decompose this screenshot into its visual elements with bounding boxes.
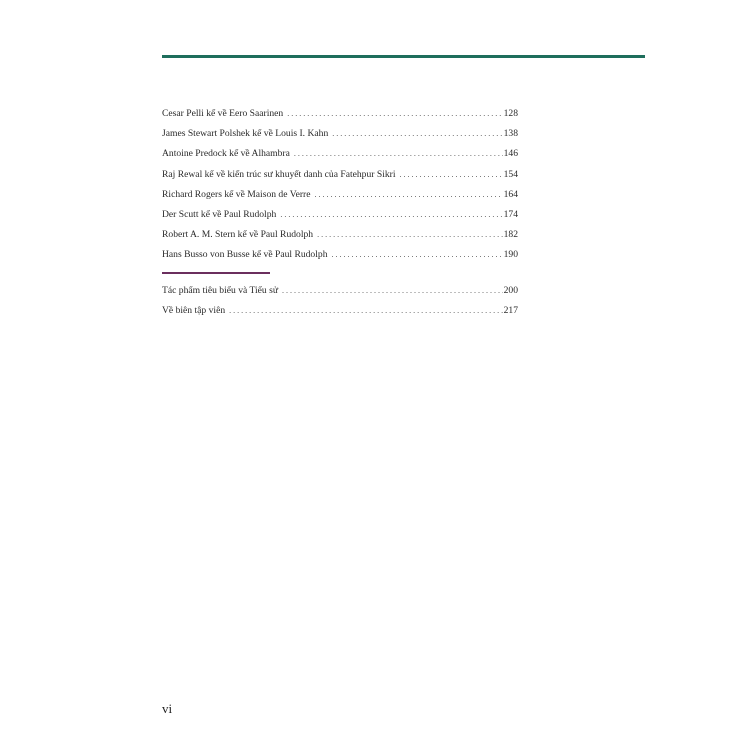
toc-entry-page: 200 <box>503 285 518 296</box>
toc-entry <box>162 301 518 321</box>
section-divider <box>162 272 270 274</box>
toc-entry-title: Antoine Predock kể về Alhambra <box>162 148 290 160</box>
toc-entry-page: 154 <box>503 168 518 180</box>
dot-leader <box>314 185 502 205</box>
page-number: vi <box>162 701 173 716</box>
table-of-contents-main <box>162 104 518 266</box>
toc-entry <box>162 165 518 185</box>
toc-entry-page: 174 <box>503 208 518 220</box>
toc-entry-title: Der Scutt kể về Paul Rudolph <box>162 208 277 220</box>
dot-leader <box>400 165 503 185</box>
dot-leader <box>294 144 503 164</box>
toc-entry-title: Cesar Pelli kể về Eero Saarinen <box>162 108 284 119</box>
toc-entry-page: 164 <box>503 188 518 200</box>
toc-entry <box>162 225 518 245</box>
toc-entry <box>162 245 518 265</box>
toc-entry-title: James Stewart Polshek kể về Louis I. Kahn <box>162 128 329 140</box>
toc-entry <box>162 281 518 301</box>
toc-entry-page: 190 <box>503 249 518 261</box>
toc-entry-page: 217 <box>503 305 518 317</box>
toc-entry-title: Richard Rogers kể về Maison de Verre <box>162 188 311 200</box>
toc-entry <box>162 144 518 164</box>
toc-entry <box>162 124 518 144</box>
toc-entry <box>162 104 518 124</box>
dot-leader <box>229 301 502 321</box>
dot-leader <box>287 104 502 124</box>
toc-entry <box>162 205 518 225</box>
table-of-contents-back-matter <box>162 281 518 321</box>
toc-entry-page: 138 <box>503 128 518 140</box>
header-rule <box>162 55 645 58</box>
toc-entry-title: Robert A. M. Stern kể về Paul Rudolph <box>162 229 314 241</box>
toc-entry-title: Hans Busso von Busse kể về Paul Rudolph <box>162 249 328 261</box>
toc-entry-title: Về biên tập viên <box>162 305 226 317</box>
toc-entry-page: 182 <box>503 229 518 241</box>
dot-leader <box>280 205 502 225</box>
dot-leader <box>332 124 502 144</box>
toc-entry-page: 146 <box>503 148 518 160</box>
toc-entry-title: Tác phẩm tiêu biểu và Tiểu sử <box>162 285 279 296</box>
toc-entry-page: 128 <box>503 108 518 119</box>
toc-entry <box>162 185 518 205</box>
dot-leader <box>317 225 503 245</box>
dot-leader <box>282 281 503 301</box>
toc-entry-title: Raj Rewal kể về kiến trúc sư khuyết danh của Fatehpur Sikri <box>162 168 396 180</box>
dot-leader <box>332 245 503 265</box>
